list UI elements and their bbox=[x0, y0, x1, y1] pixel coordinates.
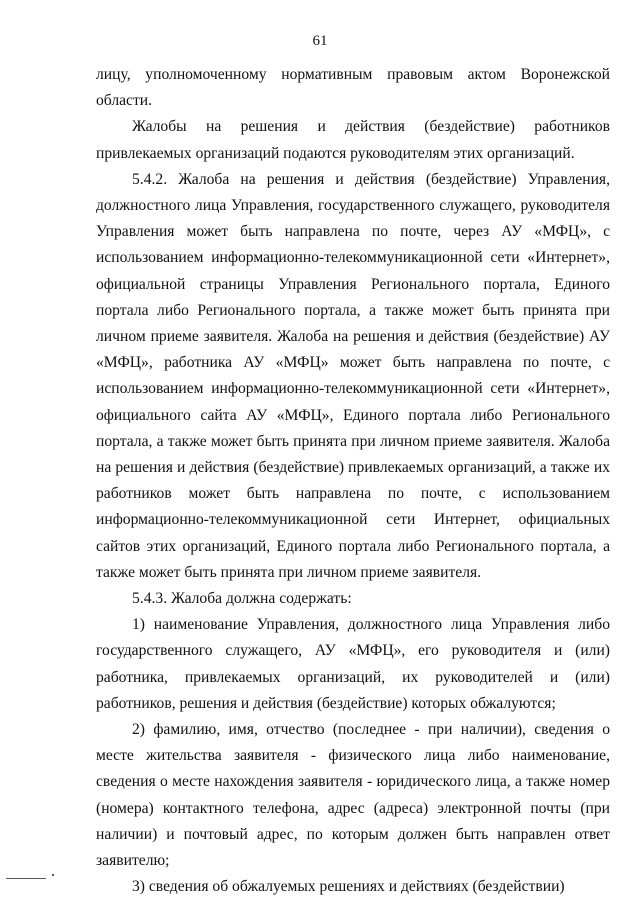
paragraph-continuation: лицу, уполномоченному нормативным правовым актом Воронежской области. bbox=[96, 66, 610, 110]
list-item-1: 1) наименование Управления, должностного лица Управления либо государственного служащего, АУ «МФЦ», его руководителя и (или) работника, привлекаемых организаций, их руководителей и (или) работников, решения и действия (бездействие) которых обжалуются; bbox=[96, 616, 610, 712]
paragraph-complaints-organizations: Жалобы на решения и действия (бездействие) работников привлекаемых организаций подаются руководителям этих организаций. bbox=[96, 118, 610, 162]
list-item-3: 3) сведения об обжалуемых решениях и действиях (бездействии) bbox=[132, 878, 565, 896]
paragraph-5-4-2: 5.4.2. Жалоба на решения и действия (бездействие) Управления, должностного лица Управления, государственного служащего, руководителя Управления может быть направлена по почте, через АУ «МФЦ», с использованием информационно-телекоммуникационной сети «Интернет», официальной страницы Управления Регионального портала, Единого портала либо Регионального портала, а также может быть принята при личном приеме заявителя. Жалоба на решения и действия (бездействие) АУ «МФЦ», работника АУ «МФЦ» может быть направлена по почте, с использованием информационно-телекоммуникационной сети «Интернет», официального сайта АУ «МФЦ», Единого портала либо Регионального портала, а также может быть принята при личном приеме заявителя. Жалоба на решения и действия (бездействие) привлекаемых организаций, а также их работников может быть направлена по почте, с использованием информационно-телекоммуникационной сети Интернет, официальных сайтов этих организаций, Единого портала либо Регионального портала, а также может быть принята при личном приеме заявителя. bbox=[96, 170, 610, 581]
list-item-2: 2) фамилию, имя, отчество (последнее - при наличии), сведения о месте жительства заявителя - физического лица либо наименование, сведения о месте нахождения заявителя - юридического лица, а также номер (номера) контактного телефона, адрес (адреса) электронной почты (при наличии) и почтовый адрес, по которым должен быть направлен ответ заявителю; bbox=[96, 721, 610, 870]
page-number: 61 bbox=[312, 33, 328, 49]
scan-speck bbox=[52, 874, 54, 876]
paragraph-5-4-3: 5.4.3. Жалоба должна содержать: bbox=[132, 590, 352, 608]
body-text bbox=[96, 62, 610, 901]
scan-edge-line bbox=[6, 878, 46, 879]
